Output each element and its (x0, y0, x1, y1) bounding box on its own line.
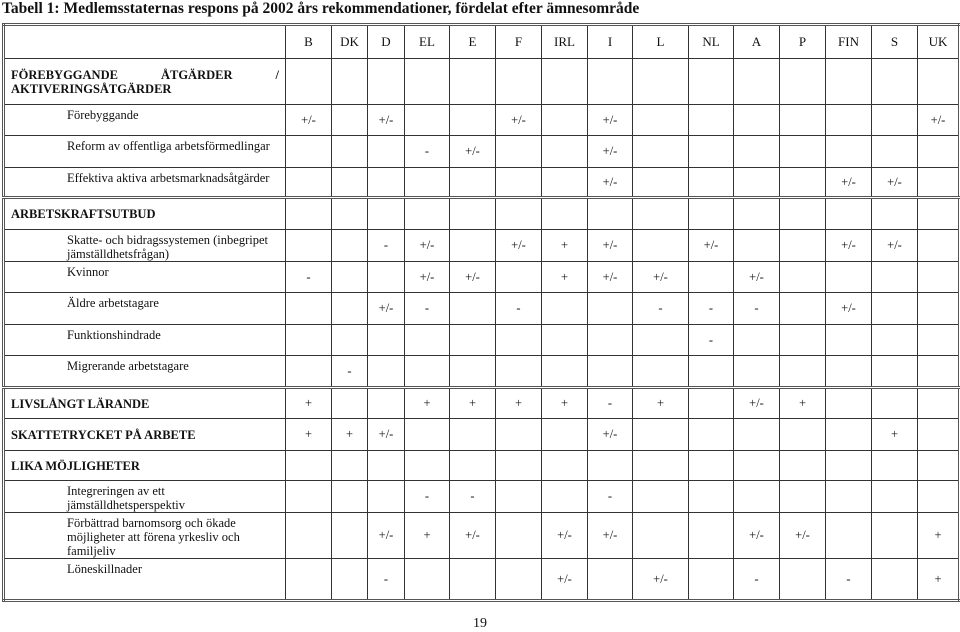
response-cell (826, 105, 872, 136)
response-cell (405, 356, 450, 388)
response-cell (588, 356, 633, 388)
response-cell (780, 451, 826, 481)
response-cell (332, 293, 368, 325)
response-cell (826, 198, 872, 230)
response-cell (542, 356, 588, 388)
response-cell (826, 356, 872, 388)
response-cell (332, 59, 368, 105)
response-cell: +/- (368, 105, 405, 136)
response-cell: +/- (826, 293, 872, 325)
response-cell (496, 356, 542, 388)
row-label: Äldre arbetstagare (4, 293, 286, 325)
section-label: LIVSLÅNGT LÄRANDE (4, 388, 286, 419)
response-cell (689, 105, 734, 136)
column-header: E (450, 25, 496, 59)
response-cell (542, 198, 588, 230)
response-cell (780, 168, 826, 198)
response-cell: - (368, 230, 405, 262)
response-cell (542, 59, 588, 105)
row-label: Reform av offentliga arbetsförmedlingar (4, 136, 286, 168)
response-cell (780, 325, 826, 356)
response-cell: - (734, 559, 780, 601)
response-cell (780, 136, 826, 168)
response-cell (496, 481, 542, 513)
response-cell: +/- (542, 559, 588, 601)
response-cell (405, 419, 450, 451)
response-cell: +/- (368, 513, 405, 559)
response-cell (689, 419, 734, 451)
response-cell: - (405, 136, 450, 168)
response-cell (368, 356, 405, 388)
response-cell (918, 451, 960, 481)
response-cell (496, 136, 542, 168)
response-cell (780, 59, 826, 105)
response-cell (872, 293, 918, 325)
response-cell (780, 293, 826, 325)
response-cell: - (633, 293, 689, 325)
column-header: UK (918, 25, 960, 59)
response-cell (450, 419, 496, 451)
section-label: ARBETSKRAFTSUTBUD (4, 198, 286, 230)
response-cell (780, 198, 826, 230)
response-cell: +/- (450, 513, 496, 559)
response-cell: + (918, 559, 960, 601)
response-cell: - (286, 262, 332, 293)
response-cell (780, 559, 826, 601)
response-cell (689, 559, 734, 601)
response-cell (826, 262, 872, 293)
response-cell: +/- (588, 105, 633, 136)
header-row (4, 25, 960, 59)
response-cell (496, 59, 542, 105)
response-cell: +/- (496, 230, 542, 262)
response-cell (450, 230, 496, 262)
response-cell (689, 451, 734, 481)
response-cell (286, 230, 332, 262)
response-cell: - (450, 481, 496, 513)
response-cell (496, 168, 542, 198)
row-label: Funktionshindrade (4, 325, 286, 356)
response-cell (689, 481, 734, 513)
response-cell (918, 136, 960, 168)
section-label: LIKA MÖJLIGHETER (4, 451, 286, 481)
response-cell (918, 388, 960, 419)
response-cell (826, 481, 872, 513)
response-cell (633, 198, 689, 230)
response-cell (588, 451, 633, 481)
response-cell (496, 325, 542, 356)
response-cell (332, 136, 368, 168)
response-cell (918, 262, 960, 293)
response-cell (689, 388, 734, 419)
response-cell (918, 198, 960, 230)
response-cell (780, 105, 826, 136)
response-cell (286, 559, 332, 601)
response-cell (405, 59, 450, 105)
response-cell (588, 59, 633, 105)
response-cell: +/- (286, 105, 332, 136)
column-header: B (286, 25, 332, 59)
response-cell: +/- (689, 230, 734, 262)
response-cell (918, 59, 960, 105)
table-row (4, 419, 960, 451)
response-cell (826, 388, 872, 419)
response-cell (734, 168, 780, 198)
response-cell: - (689, 293, 734, 325)
table-row (4, 136, 960, 168)
column-header: P (780, 25, 826, 59)
response-cell: + (286, 419, 332, 451)
response-cell (496, 559, 542, 601)
header-empty-cell (4, 25, 286, 59)
page-number: 19 (473, 616, 487, 631)
response-cell: + (286, 388, 332, 419)
response-cell (734, 136, 780, 168)
response-cell (542, 451, 588, 481)
row-label: Migrerande arbetstagare (4, 356, 286, 388)
response-cell (689, 356, 734, 388)
response-cell (689, 168, 734, 198)
response-cell (633, 105, 689, 136)
column-header: I (588, 25, 633, 59)
response-cell (332, 230, 368, 262)
response-cell (734, 230, 780, 262)
column-header: IRL (542, 25, 588, 59)
response-cell: +/- (405, 262, 450, 293)
response-cell (826, 325, 872, 356)
response-cell: +/- (450, 136, 496, 168)
response-cell (286, 325, 332, 356)
response-cell (872, 559, 918, 601)
response-cell (872, 59, 918, 105)
response-cell (286, 168, 332, 198)
response-table (2, 23, 960, 602)
response-cell (332, 513, 368, 559)
response-cell (872, 451, 918, 481)
response-cell (542, 419, 588, 451)
response-cell (872, 356, 918, 388)
column-header: EL (405, 25, 450, 59)
response-cell (496, 262, 542, 293)
response-cell (734, 59, 780, 105)
response-cell (450, 105, 496, 136)
response-cell: +/- (450, 262, 496, 293)
response-cell (918, 293, 960, 325)
table-row (4, 262, 960, 293)
response-cell (332, 451, 368, 481)
response-cell: + (542, 262, 588, 293)
response-cell (286, 356, 332, 388)
response-cell (826, 451, 872, 481)
response-cell (332, 198, 368, 230)
response-cell: + (918, 513, 960, 559)
response-cell (780, 262, 826, 293)
response-cell (332, 481, 368, 513)
response-cell (368, 481, 405, 513)
response-cell (368, 59, 405, 105)
table-row (4, 356, 960, 388)
row-label: Kvinnor (4, 262, 286, 293)
table-row (4, 559, 960, 601)
response-cell: - (368, 559, 405, 601)
table-row (4, 59, 960, 105)
response-cell (633, 325, 689, 356)
response-cell (633, 230, 689, 262)
response-cell (780, 481, 826, 513)
response-cell (826, 513, 872, 559)
column-header: F (496, 25, 542, 59)
response-cell (633, 419, 689, 451)
table-row (4, 481, 960, 513)
column-header: D (368, 25, 405, 59)
response-cell (872, 105, 918, 136)
response-cell: +/- (368, 293, 405, 325)
response-cell: +/- (734, 388, 780, 419)
row-label: Förebyggande (4, 105, 286, 136)
column-header: FIN (826, 25, 872, 59)
response-cell (405, 168, 450, 198)
table-row (4, 325, 960, 356)
response-cell (588, 559, 633, 601)
response-cell: +/- (588, 136, 633, 168)
response-cell: +/- (633, 262, 689, 293)
response-cell (450, 168, 496, 198)
response-cell: +/- (872, 230, 918, 262)
response-cell (368, 198, 405, 230)
response-cell (405, 325, 450, 356)
response-cell: + (542, 388, 588, 419)
response-cell (918, 168, 960, 198)
response-cell (872, 136, 918, 168)
response-cell: - (588, 388, 633, 419)
column-header: DK (332, 25, 368, 59)
response-cell: - (405, 293, 450, 325)
response-cell: +/- (588, 262, 633, 293)
row-label: Integreringen av ett jämställdhetsperspektiv (4, 481, 286, 513)
response-cell (588, 293, 633, 325)
response-cell: +/- (496, 105, 542, 136)
response-cell (542, 293, 588, 325)
response-cell (872, 388, 918, 419)
response-cell: +/- (588, 168, 633, 198)
response-cell: + (542, 230, 588, 262)
response-cell: - (689, 325, 734, 356)
response-cell (405, 198, 450, 230)
response-cell (734, 198, 780, 230)
response-cell: +/- (368, 419, 405, 451)
response-cell (918, 325, 960, 356)
response-cell: + (405, 388, 450, 419)
response-cell (368, 451, 405, 481)
column-header: A (734, 25, 780, 59)
response-cell (633, 356, 689, 388)
response-cell: +/- (826, 230, 872, 262)
response-cell (368, 325, 405, 356)
response-cell: - (826, 559, 872, 601)
response-cell (633, 136, 689, 168)
response-cell: + (872, 419, 918, 451)
response-cell: + (450, 388, 496, 419)
response-cell (496, 198, 542, 230)
response-cell (918, 419, 960, 451)
row-label: Skatte- och bidragssystemen (inbegripet jämställdhetsfrågan) (4, 230, 286, 262)
table-row (4, 198, 960, 230)
response-cell (450, 198, 496, 230)
response-cell (872, 481, 918, 513)
table-row (4, 293, 960, 325)
response-cell (734, 105, 780, 136)
table-row (4, 168, 960, 198)
response-cell (286, 513, 332, 559)
response-cell (734, 481, 780, 513)
column-header: L (633, 25, 689, 59)
response-cell (450, 59, 496, 105)
response-cell (588, 198, 633, 230)
response-cell (633, 168, 689, 198)
response-cell: +/- (633, 559, 689, 601)
response-cell (286, 293, 332, 325)
response-cell (734, 451, 780, 481)
response-cell (496, 513, 542, 559)
response-cell (918, 356, 960, 388)
response-cell (734, 419, 780, 451)
response-cell (542, 481, 588, 513)
response-cell (542, 136, 588, 168)
response-cell: +/- (734, 513, 780, 559)
response-cell: + (633, 388, 689, 419)
response-cell: +/- (588, 230, 633, 262)
table-row (4, 451, 960, 481)
response-cell (734, 325, 780, 356)
response-cell (689, 262, 734, 293)
response-cell (286, 59, 332, 105)
response-cell (918, 481, 960, 513)
response-cell (689, 198, 734, 230)
response-cell (633, 513, 689, 559)
response-cell (405, 451, 450, 481)
response-cell (332, 388, 368, 419)
response-cell: - (405, 481, 450, 513)
response-cell (368, 262, 405, 293)
response-cell (689, 136, 734, 168)
section-label: SKATTETRYCKET PÅ ARBETE (4, 419, 286, 451)
table-row (4, 388, 960, 419)
response-cell (542, 168, 588, 198)
response-cell (332, 262, 368, 293)
response-cell: +/- (734, 262, 780, 293)
response-cell (496, 419, 542, 451)
response-cell (450, 451, 496, 481)
response-cell (734, 356, 780, 388)
response-cell: + (780, 388, 826, 419)
response-cell (286, 481, 332, 513)
response-cell (368, 136, 405, 168)
response-cell (689, 513, 734, 559)
response-cell (689, 59, 734, 105)
response-cell (780, 230, 826, 262)
response-cell (633, 59, 689, 105)
response-cell: +/- (405, 230, 450, 262)
response-cell: +/- (918, 105, 960, 136)
response-cell (633, 481, 689, 513)
response-cell (542, 105, 588, 136)
response-cell: +/- (872, 168, 918, 198)
response-cell (332, 105, 368, 136)
row-label: Effektiva aktiva arbetsmarknadsåtgärder (4, 168, 286, 198)
response-cell (450, 293, 496, 325)
response-cell (450, 325, 496, 356)
table-row (4, 105, 960, 136)
response-cell (332, 559, 368, 601)
response-cell (332, 325, 368, 356)
response-cell (633, 451, 689, 481)
response-cell: +/- (826, 168, 872, 198)
row-label: Förbättrad barnomsorg och ökade möjligheter att förena yrkesliv och familjeliv (4, 513, 286, 559)
response-cell (368, 168, 405, 198)
response-cell (368, 388, 405, 419)
response-cell (780, 419, 826, 451)
response-cell (542, 325, 588, 356)
response-cell (286, 136, 332, 168)
row-label: Löneskillnader (4, 559, 286, 601)
table-row (4, 230, 960, 262)
column-header: NL (689, 25, 734, 59)
response-cell (918, 230, 960, 262)
response-cell (286, 198, 332, 230)
table-title: Tabell 1: Medlemsstaternas respons på 2002 års rekommendationer, fördelat efter ämnesområde (2, 0, 640, 17)
response-cell (588, 325, 633, 356)
response-cell: +/- (588, 419, 633, 451)
response-cell (450, 356, 496, 388)
response-cell (286, 451, 332, 481)
response-cell (780, 356, 826, 388)
response-cell (826, 59, 872, 105)
response-cell: + (332, 419, 368, 451)
response-cell (332, 168, 368, 198)
response-cell: - (734, 293, 780, 325)
response-cell (872, 262, 918, 293)
response-cell: +/- (780, 513, 826, 559)
column-header: S (872, 25, 918, 59)
response-cell (872, 513, 918, 559)
response-cell (450, 559, 496, 601)
response-cell: - (496, 293, 542, 325)
response-cell: - (588, 481, 633, 513)
response-cell (496, 451, 542, 481)
response-cell: + (405, 513, 450, 559)
response-cell: +/- (542, 513, 588, 559)
response-cell: + (496, 388, 542, 419)
response-cell (872, 325, 918, 356)
response-cell (405, 105, 450, 136)
response-cell: +/- (588, 513, 633, 559)
response-cell: - (332, 356, 368, 388)
response-cell (872, 198, 918, 230)
response-cell (826, 136, 872, 168)
table-row (4, 513, 960, 559)
response-cell (405, 559, 450, 601)
section-label: FÖREBYGGANDE ÅTGÄRDER / AKTIVERINGSÅTGÄRDER (4, 59, 286, 105)
response-cell (826, 419, 872, 451)
